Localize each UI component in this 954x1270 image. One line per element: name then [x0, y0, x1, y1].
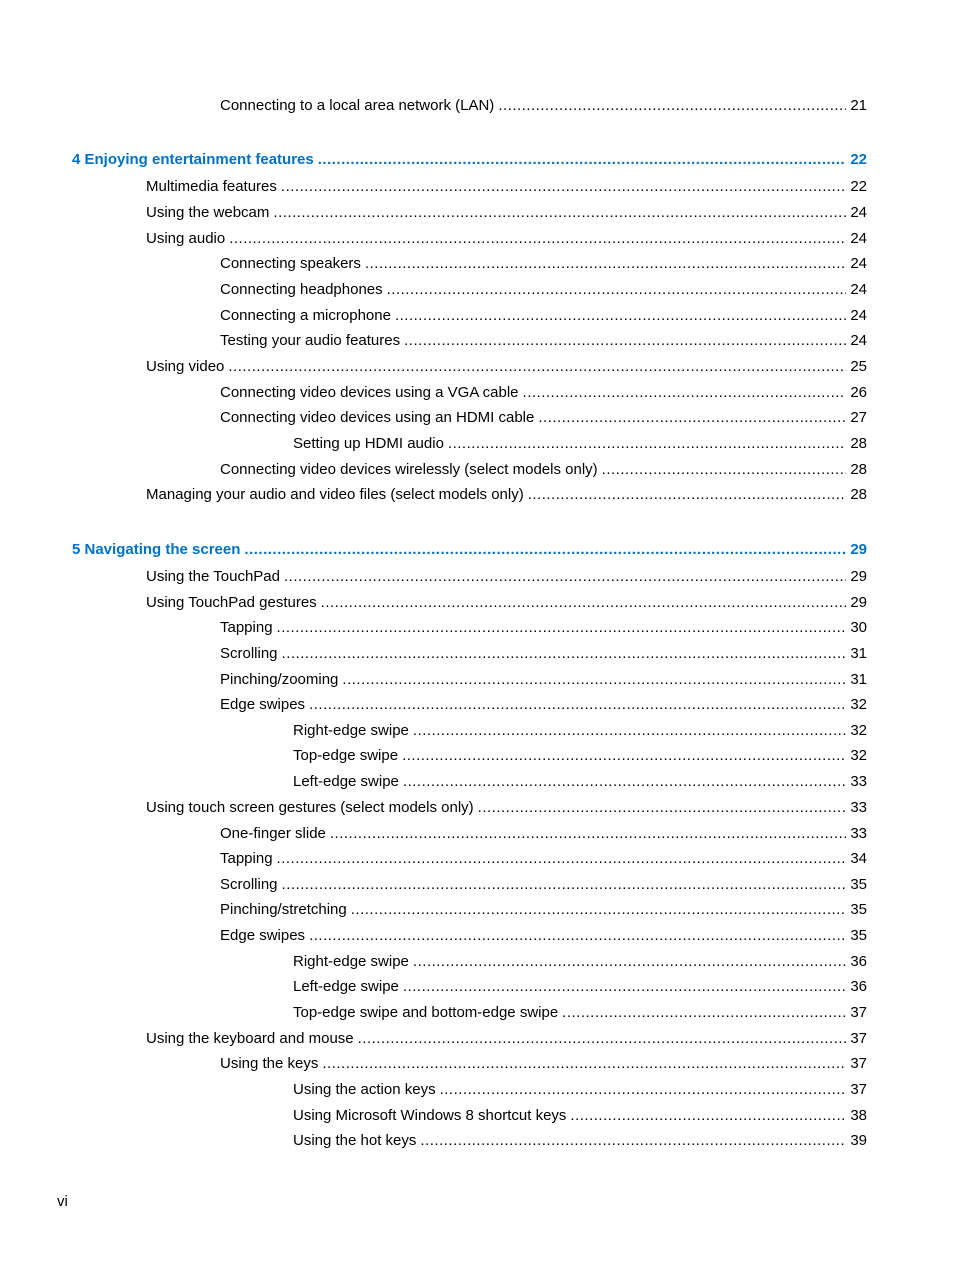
toc-entry-title: Scrolling — [220, 876, 278, 893]
toc-entry[interactable] — [220, 1054, 867, 1074]
toc-entry-title: Using audio — [146, 230, 226, 247]
toc-entry[interactable] — [293, 721, 867, 741]
dot-leader — [330, 824, 846, 844]
toc-entry[interactable] — [293, 1106, 867, 1126]
toc-entry[interactable] — [220, 644, 867, 664]
toc-entry-title: Connecting speakers — [220, 255, 361, 272]
toc-entry-title: 4 Enjoying entertainment features — [72, 151, 314, 168]
toc-entry[interactable] — [220, 331, 867, 351]
toc-entry[interactable] — [220, 383, 867, 403]
toc-entry[interactable] — [220, 849, 867, 869]
toc-entry-title: One-finger slide — [220, 825, 326, 842]
toc-entry[interactable] — [220, 900, 867, 920]
toc-entry-title: Connecting headphones — [220, 281, 383, 298]
toc-entry-page: 28 — [850, 486, 867, 503]
toc-entry-page: 33 — [850, 825, 867, 842]
toc-entry-page: 38 — [850, 1107, 867, 1124]
dot-leader — [562, 1003, 846, 1023]
toc-entry-title: Using the TouchPad — [146, 568, 280, 585]
dot-leader — [538, 408, 846, 428]
dot-leader — [342, 670, 846, 690]
toc-entry[interactable] — [293, 746, 867, 766]
toc-entry-page: 31 — [850, 645, 867, 662]
dot-leader — [282, 875, 847, 895]
dot-leader — [440, 1080, 847, 1100]
toc-entry[interactable] — [220, 875, 867, 895]
dot-leader — [365, 254, 846, 274]
toc-entry-title: Right-edge swipe — [293, 953, 409, 970]
toc-entry-title: Tapping — [220, 619, 273, 636]
toc-entry-title: Left-edge swipe — [293, 773, 399, 790]
dot-leader — [277, 618, 847, 638]
toc-entry[interactable] — [293, 1080, 867, 1100]
toc-entry-page: 37 — [850, 1081, 867, 1098]
dot-leader — [570, 1106, 846, 1126]
dot-leader — [498, 96, 846, 116]
toc-chapter-entry[interactable] — [72, 540, 867, 560]
toc-entry-page: 24 — [850, 255, 867, 272]
toc-entry[interactable] — [293, 772, 867, 792]
toc-entry[interactable] — [220, 670, 867, 690]
toc-entry[interactable] — [293, 434, 867, 454]
toc-entry-page: 36 — [850, 953, 867, 970]
toc-entry-title: Pinching/stretching — [220, 901, 347, 918]
toc-entry-page: 36 — [850, 978, 867, 995]
toc-entry-page: 35 — [850, 927, 867, 944]
dot-leader — [284, 567, 846, 587]
toc-entry-page: 24 — [850, 281, 867, 298]
page-number: vi — [57, 1193, 68, 1210]
toc-entry-page: 28 — [850, 435, 867, 452]
toc-entry[interactable] — [220, 280, 867, 300]
dot-leader — [478, 798, 847, 818]
toc-entry[interactable] — [146, 485, 867, 505]
toc-entry-title: 5 Navigating the screen — [72, 541, 241, 558]
toc-entry-title: Top-edge swipe and bottom-edge swipe — [293, 1004, 559, 1021]
toc-entry-title: Setting up HDMI audio — [293, 435, 444, 452]
toc-entry-page: 24 — [850, 230, 867, 247]
toc-entry-title: Connecting video devices wirelessly (select models only) — [220, 461, 598, 478]
toc-entry-page: 35 — [850, 901, 867, 918]
toc-entry-title: Using TouchPad gestures — [146, 594, 317, 611]
toc-entry-page: 22 — [850, 178, 867, 195]
toc-entry-title: Using the hot keys — [293, 1132, 417, 1149]
dot-leader — [322, 1054, 846, 1074]
toc-entry[interactable] — [146, 567, 867, 587]
toc-entry-page: 31 — [850, 671, 867, 688]
toc-entry[interactable] — [293, 952, 867, 972]
toc-entry-title: Using touch screen gestures (select models only) — [146, 799, 474, 816]
toc-entry[interactable] — [146, 357, 867, 377]
toc-entry-page: 39 — [850, 1132, 867, 1149]
toc-entry[interactable] — [293, 977, 867, 997]
toc-entry-title: Edge swipes — [220, 696, 306, 713]
toc-entry-page: 37 — [850, 1055, 867, 1072]
toc-entry[interactable] — [220, 408, 867, 428]
dot-leader — [523, 383, 847, 403]
dot-leader — [420, 1131, 846, 1151]
dot-leader — [402, 746, 846, 766]
toc-entry-title: Testing your audio features — [220, 332, 401, 349]
dot-leader — [277, 849, 847, 869]
toc-entry-title: Using the action keys — [293, 1081, 436, 1098]
toc-entry-title: Left-edge swipe — [293, 978, 399, 995]
dot-leader — [395, 306, 846, 326]
toc-entry-title: Multimedia features — [146, 178, 277, 195]
dot-leader — [413, 952, 846, 972]
dot-leader — [528, 485, 847, 505]
toc-entry-page: 33 — [850, 773, 867, 790]
dot-leader — [404, 331, 846, 351]
toc-entry[interactable] — [220, 695, 867, 715]
toc-entry-title: Connecting a microphone — [220, 307, 391, 324]
toc-entry[interactable] — [220, 254, 867, 274]
toc-entry-title: Connecting video devices using a VGA cable — [220, 384, 519, 401]
dot-leader — [448, 434, 846, 454]
toc-entry[interactable] — [220, 306, 867, 326]
toc-entry[interactable] — [146, 798, 867, 818]
toc-entry[interactable] — [146, 177, 867, 197]
toc-entry-page: 24 — [850, 307, 867, 324]
toc-entry[interactable] — [146, 229, 867, 249]
toc-entry-title: Using video — [146, 358, 225, 375]
toc-entry[interactable] — [220, 618, 867, 638]
toc-entry-page: 25 — [850, 358, 867, 375]
dot-leader — [244, 540, 846, 560]
dot-leader — [318, 150, 847, 170]
toc-entry-page: 29 — [850, 541, 867, 558]
toc-entry-page: 22 — [850, 151, 867, 168]
toc-entry-page: 33 — [850, 799, 867, 816]
dot-leader — [321, 593, 847, 613]
toc-entry-page: 32 — [850, 696, 867, 713]
dot-leader — [351, 900, 847, 920]
toc-entry[interactable] — [293, 1003, 867, 1023]
dot-leader — [309, 926, 846, 946]
toc-entry-page: 32 — [850, 747, 867, 764]
toc-entry[interactable] — [220, 926, 867, 946]
toc-entry-title: Using Microsoft Windows 8 shortcut keys — [293, 1107, 567, 1124]
dot-leader — [282, 644, 847, 664]
dot-leader — [358, 1029, 847, 1049]
toc-entry-page: 24 — [850, 204, 867, 221]
toc-entry-title: Connecting to a local area network (LAN) — [220, 97, 495, 114]
dot-leader — [403, 772, 846, 792]
dot-leader — [273, 203, 846, 223]
toc-entry-title: Right-edge swipe — [293, 722, 409, 739]
toc-entry-page: 29 — [850, 568, 867, 585]
toc-entry-page: 37 — [850, 1030, 867, 1047]
toc-entry-title: Edge swipes — [220, 927, 306, 944]
dot-leader — [387, 280, 847, 300]
toc-entry-page: 35 — [850, 876, 867, 893]
toc-entry[interactable] — [220, 824, 867, 844]
toc-entry-title: Connecting video devices using an HDMI cable — [220, 409, 535, 426]
dot-leader — [229, 229, 846, 249]
toc-entry-title: Using the keys — [220, 1055, 319, 1072]
dot-leader — [403, 977, 846, 997]
toc-chapter-entry[interactable] — [72, 150, 867, 170]
dot-leader — [281, 177, 846, 197]
toc-entry[interactable] — [146, 1029, 867, 1049]
toc-entry-page: 30 — [850, 619, 867, 636]
dot-leader — [309, 695, 846, 715]
toc-entry-title: Top-edge swipe — [293, 747, 399, 764]
toc-entry-page: 34 — [850, 850, 867, 867]
toc-entry[interactable] — [220, 460, 867, 480]
toc-entry-title: Tapping — [220, 850, 273, 867]
toc-entry-page: 21 — [850, 97, 867, 114]
toc-entry-page: 24 — [850, 332, 867, 349]
toc-entry-title: Scrolling — [220, 645, 278, 662]
toc-entry[interactable] — [146, 593, 867, 613]
toc-entry-page: 32 — [850, 722, 867, 739]
toc-entry[interactable] — [293, 1131, 867, 1151]
toc-entry-page: 37 — [850, 1004, 867, 1021]
toc-entry-page: 29 — [850, 594, 867, 611]
toc-entry-page: 27 — [850, 409, 867, 426]
toc-entry-page: 26 — [850, 384, 867, 401]
toc-entry-title: Using the webcam — [146, 204, 270, 221]
toc-entry-title: Using the keyboard and mouse — [146, 1030, 354, 1047]
toc-entry-page: 28 — [850, 461, 867, 478]
toc-entry[interactable] — [146, 203, 867, 223]
dot-leader — [602, 460, 847, 480]
toc-entry-title: Managing your audio and video files (select models only) — [146, 486, 524, 503]
dot-leader — [413, 721, 846, 741]
dot-leader — [228, 357, 846, 377]
toc-entry-title: Pinching/zooming — [220, 671, 339, 688]
toc-entry[interactable] — [220, 96, 867, 116]
